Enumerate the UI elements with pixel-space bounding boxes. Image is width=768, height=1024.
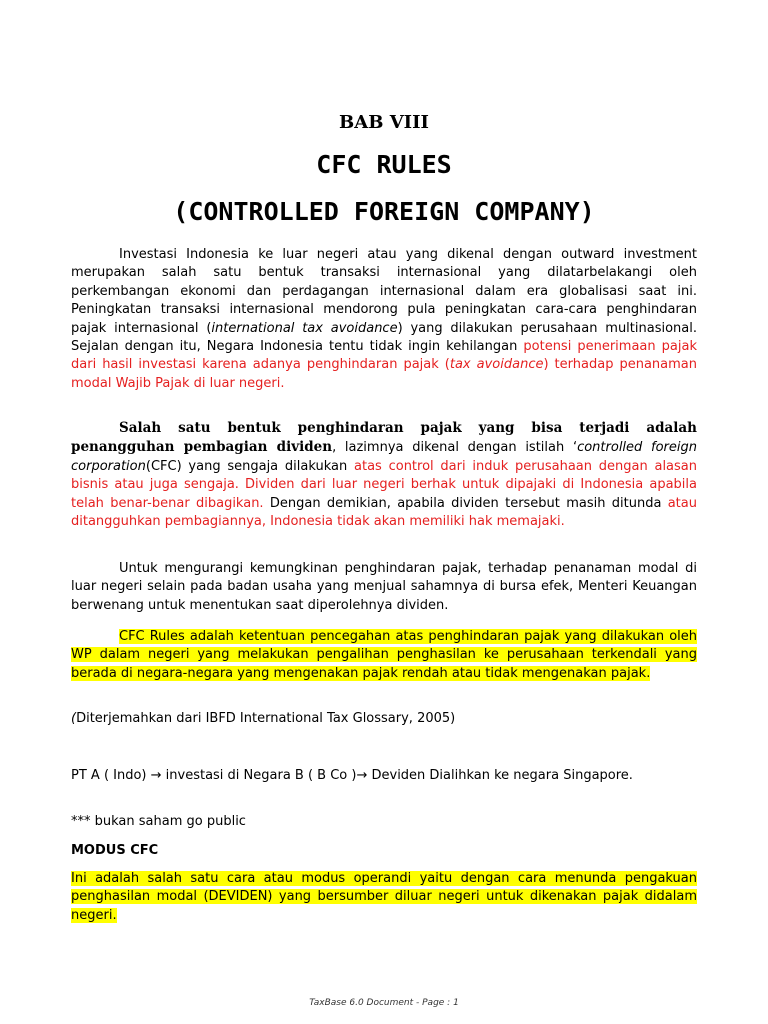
- highlighted-text: Ini adalah salah satu cara atau modus operandi yaitu dengan cara menunda pengakuan penghasilan modal (DEVIDEN) yang bersumber diluar negeri untuk dikenakan pajak didalam negeri.: [71, 871, 697, 923]
- document-subtitle: (CONTROLLED FOREIGN COMPANY): [173, 197, 595, 226]
- red-italic-text: tax avoidance: [449, 357, 544, 373]
- highlighted-text: CFC Rules adalah ketentuan pencegahan atas penghindaran pajak yang dilakukan oleh WP dalam negeri yang melakukan pengalihan penghasilan ke perusahaan terkendali yang berada di negara-negara yang mengenakan pajak rendah atau tidak mengenakan pajak.: [71, 629, 697, 681]
- paragraph-example: PT A ( Indo) → investasi di Negara B ( B Co )→ Deviden Dialihkan ke negara Singapore.: [71, 768, 633, 783]
- section-heading-modus: MODUS CFC: [71, 843, 159, 858]
- note-text: *** bukan saham go public: [71, 814, 246, 829]
- citation: (Diterjemahkan dari IBFD International Tax Glossary, 2005): [71, 711, 456, 726]
- paragraph-dividend: Salah satu bentuk penghindaran pajak yang bisa terjadi adalah penangguhan pembagian dividen, lazimnya dikenal dengan istilah ‘controlled foreign corporation(CFC) yang sengaja dilakukan atas control dari induk perusahaan dengan alasan bisnis atau juga sengaja. Dividen dari luar negeri berhak untuk dipajaki di Indonesia apabila telah benar-benar dibagikan. Dengan demikian, apabila dividen tersebut masih ditunda atau ditangguhkan pembagiannya, Indonesia tidak akan memiliki hak memajaki.: [71, 420, 697, 530]
- paragraph-cfc-definition: [71, 628, 697, 683]
- red-text: atau ditangguhkan pembagiannya, Indonesia tidak akan memiliki hak memajaki.: [71, 495, 697, 530]
- paragraph-modus: [71, 870, 697, 925]
- document-title: CFC RULES: [316, 150, 452, 179]
- paragraph-reduction: Untuk mengurangi kemungkinan penghindaran pajak, terhadap penanaman modal di luar negeri selain pada badan usaha yang menjual sahamnya di bursa efek, Menteri Keuangan berwenang untuk menentukan saat diperolehnya dividen.: [71, 561, 697, 613]
- red-text: potensi penerimaan pajak dari hasil investasi karena adanya penghindaran pajak (: [71, 339, 697, 373]
- page-footer: TaxBase 6.0 Document - Page : 1: [309, 998, 459, 1008]
- bold-text: Salah satu bentuk penghindaran pajak yang bisa terjadi adalah penangguhan pembagian dividen: [71, 420, 697, 456]
- red-text: atas control dari induk perusahaan dengan alasan bisnis atau juga sengaja. Dividen dari luar negeri berhak untuk dipajaki di Indonesia apabila telah benar-benar dibagikan.: [71, 458, 697, 511]
- chapter-heading: BAB VIII: [339, 112, 429, 133]
- red-text: ) terhadap penanaman modal Wajib Pajak di luar negeri.: [71, 357, 697, 391]
- paragraph-intro: Investasi Indonesia ke luar negeri atau yang dikenal dengan outward investment merupakan salah satu bentuk transaksi internasional yang dilatarbelakangi oleh perkembangan ekonomi dan perdagangan internasional dalam era globalisasi saat ini. Peningkatan transaksi internasional mendorong pula peningkatan cara-cara penghindaran pajak internasional (international tax avoidance) yang dilakukan perusahaan multinasional. Sejalan dengan itu, Negara Indonesia tentu tidak ingin kehilangan potensi penerimaan pajak dari hasil investasi karena adanya penghindaran pajak (tax avoidance) terhadap penanaman modal Wajib Pajak di luar negeri.: [71, 247, 697, 391]
